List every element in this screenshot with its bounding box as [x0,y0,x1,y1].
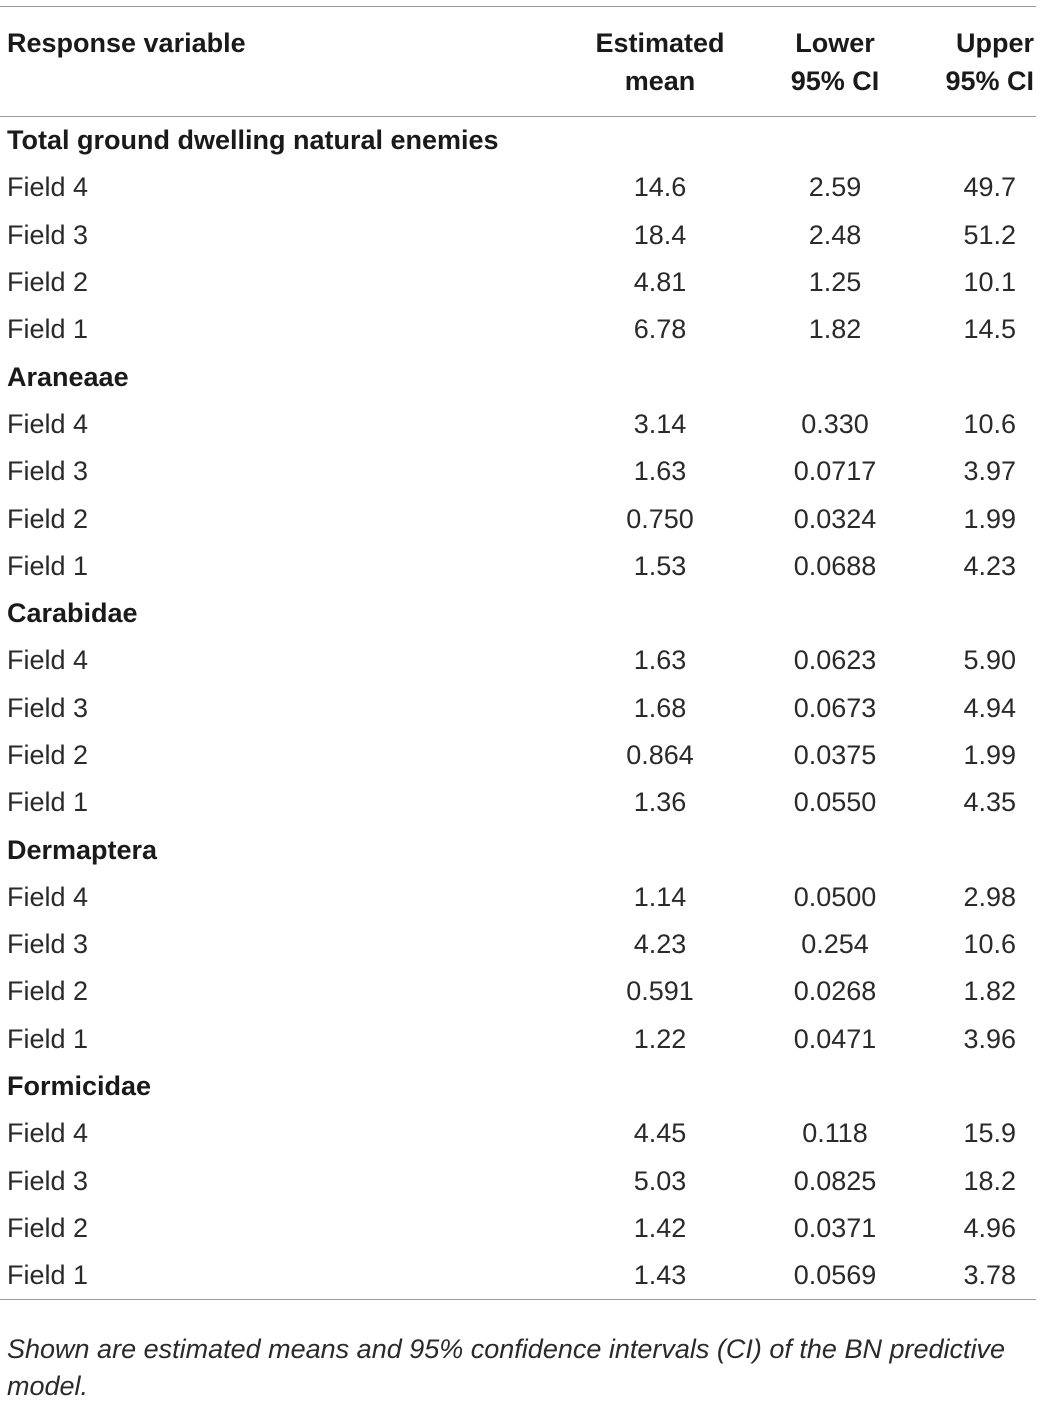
table-row [0,637,1036,684]
table-row [0,1016,1036,1063]
row-label: Field 4 [7,881,89,912]
row-label: Field 2 [7,503,89,534]
table-row [0,685,1036,732]
group-name: Total ground dwelling natural enemies [7,125,499,156]
table-row [0,1252,1036,1300]
group-header-row [0,590,1036,637]
group-name: Carabidae [7,598,138,629]
table-row [0,1110,1036,1157]
header-estimated-mean-line1: Estimated [595,28,725,58]
header-estimated-mean-line2: mean [624,66,696,96]
cell-estimated-mean: 0.864 [626,740,694,770]
header-upper-ci-line2: 95% CI [945,66,1034,96]
table-row [0,259,1036,306]
row-label: Field 1 [7,314,89,345]
cell-lower-ci: 0.0324 [793,503,877,534]
table-row [0,1158,1036,1205]
cell-upper-ci: 3.96 [963,1023,1016,1054]
row-label: Field 4 [7,172,89,203]
cell-upper-ci: 2.98 [963,881,1016,912]
cell-lower-ci: 0.0623 [793,645,877,676]
row-label: Field 3 [7,219,89,250]
cell-upper-ci: 10.1 [963,267,1016,298]
header-response-variable-label: Response variable [7,28,246,58]
group-header-row [0,826,1036,873]
row-label: Field 1 [0,1252,575,1300]
cell-estimated-mean: 18.4 [633,219,687,250]
cell-upper-ci: 3.97 [963,456,1016,487]
group-header-row [0,353,1036,400]
header-estimated-mean [575,7,745,117]
row-label: Field 3 [7,1165,89,1196]
table-row [0,732,1036,779]
cell-estimated-mean: 4.45 [633,1118,687,1149]
cell-upper-ci: 15.9 [963,1118,1016,1149]
cell-lower-ci: 0.0717 [793,456,877,487]
cell-lower-ci: 0.0673 [793,692,877,723]
header-row [0,7,1036,117]
cell-upper-ci: 4.94 [963,692,1016,723]
row-label: Field 2 [7,267,89,298]
group-name: Dermaptera [7,834,158,865]
row-label: Field 4 [7,645,89,676]
cell-lower-ci: 0.330 [801,408,869,439]
table-row [0,543,1036,590]
table-row [0,874,1036,921]
table-row [0,401,1036,448]
cell-estimated-mean: 0.750 [626,503,694,534]
table-row [0,921,1036,968]
header-lower-ci-line1: Lower [795,28,875,58]
cell-estimated-mean: 5.03 [633,1165,687,1196]
header-upper-ci [925,7,1036,117]
cell-upper-ci: 10.6 [963,408,1016,439]
cell-estimated-mean: 1.22 [633,1023,687,1054]
cell-upper-ci: 5.90 [963,645,1016,676]
cell-upper-ci: 14.5 [963,314,1016,345]
cell-estimated-mean: 1.42 [633,1212,687,1243]
header-lower-ci [745,7,925,117]
row-label: Field 4 [7,408,89,439]
row-label: Field 2 [7,976,89,1007]
cell-estimated-mean: 3.14 [633,408,687,439]
row-label: Field 3 [7,692,89,723]
cell-upper-ci: 3.78 [925,1252,1036,1300]
cell-lower-ci: 0.0371 [793,1212,877,1243]
cell-lower-ci: 2.59 [808,172,862,203]
cell-lower-ci: 0.0688 [793,550,877,581]
row-label: Field 2 [7,740,89,770]
row-label: Field 4 [7,1118,89,1149]
row-label: Field 1 [7,550,89,581]
table-row [0,164,1036,211]
cell-upper-ci: 51.2 [963,219,1016,250]
cell-estimated-mean: 14.6 [633,172,687,203]
cell-lower-ci: 0.0500 [793,881,877,912]
header-lower-ci-line2: 95% CI [790,66,880,96]
row-label: Field 3 [7,929,89,960]
table-row [0,968,1036,1015]
group-header-row [0,1063,1036,1110]
header-response-variable [0,7,575,117]
cell-upper-ci: 10.6 [963,929,1016,960]
row-label: Field 3 [7,456,89,487]
results-table [0,6,1036,1300]
table-row [0,495,1036,542]
cell-upper-ci: 1.99 [963,503,1016,534]
table-row [0,306,1036,353]
cell-lower-ci: 1.82 [808,314,862,345]
cell-upper-ci: 49.7 [963,172,1016,203]
group-header-row [0,117,1036,165]
cell-upper-ci: 4.23 [963,550,1016,581]
group-name: Formicidae [7,1071,152,1102]
cell-estimated-mean: 0.591 [626,976,694,1007]
cell-lower-ci: 0.0550 [793,787,877,818]
table-caption: Shown are estimated means and 95% confidence intervals (CI) of the BN predictive model. [7,1334,1006,1401]
cell-lower-ci: 2.48 [808,219,862,250]
cell-lower-ci: 0.0375 [793,740,877,770]
cell-estimated-mean: 1.36 [633,787,687,818]
table-header [0,7,1036,117]
table-row [0,448,1036,495]
cell-estimated-mean: 1.63 [633,456,687,487]
cell-estimated-mean: 1.68 [633,692,687,723]
table-row [0,779,1036,826]
cell-lower-ci: 0.0268 [793,976,877,1007]
cell-estimated-mean: 1.63 [633,645,687,676]
cell-lower-ci: 0.118 [802,1118,868,1149]
header-upper-ci-line1: Upper [955,28,1034,58]
cell-lower-ci: 0.254 [801,929,869,960]
cell-lower-ci: 0.0825 [793,1165,877,1196]
cell-upper-ci: 1.82 [963,976,1016,1007]
cell-lower-ci: 0.0471 [793,1023,877,1054]
cell-upper-ci: 1.99 [963,740,1016,770]
cell-estimated-mean: 6.78 [633,314,687,345]
cell-upper-ci: 4.35 [963,787,1016,818]
row-label: Field 2 [7,1212,89,1243]
table-row [0,1205,1036,1252]
cell-lower-ci: 1.25 [808,267,862,298]
table-body [0,117,1036,1300]
cell-estimated-mean: 4.81 [633,267,687,298]
row-label: Field 1 [7,787,89,818]
group-name: Araneaae [7,361,129,392]
cell-estimated-mean: 1.14 [633,881,687,912]
cell-upper-ci: 4.96 [963,1212,1016,1243]
cell-upper-ci: 18.2 [963,1165,1016,1196]
cell-estimated-mean: 4.23 [633,929,687,960]
cell-estimated-mean: 1.43 [575,1252,745,1300]
cell-lower-ci: 0.0569 [745,1252,925,1300]
row-label: Field 1 [7,1023,89,1054]
table-row [0,212,1036,259]
cell-estimated-mean: 1.53 [633,550,687,581]
